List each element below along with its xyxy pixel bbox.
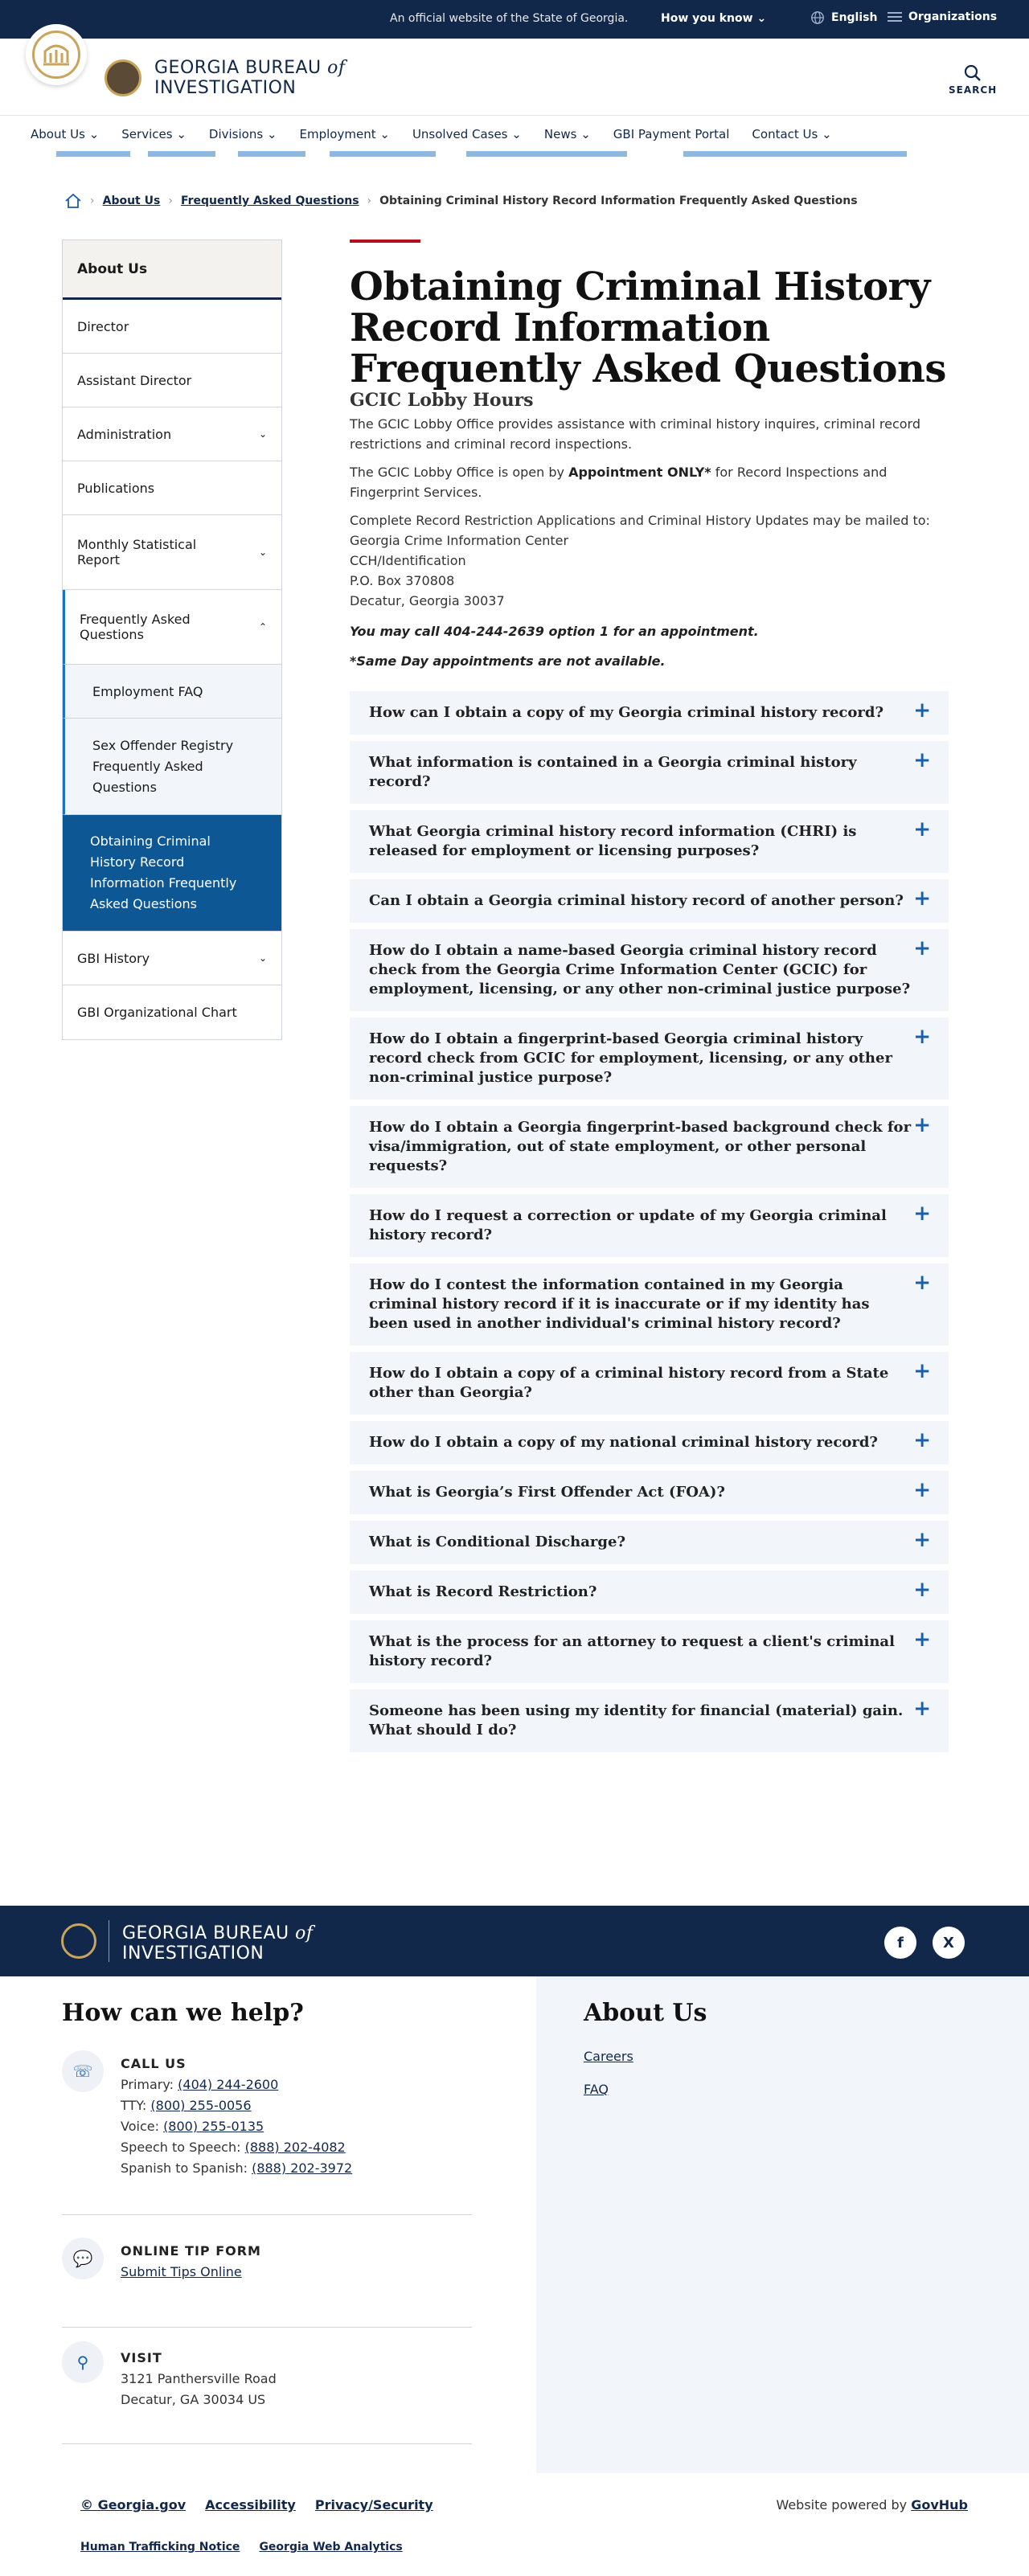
appointment-only: Appointment ONLY*	[568, 465, 711, 480]
lobby-hours-text	[350, 462, 949, 502]
lobby-hours-part: The GCIC Lobby Office is open by	[350, 465, 569, 480]
speech-line	[121, 2137, 352, 2158]
georgia-seal-logo[interactable]	[26, 24, 87, 85]
chevron-down-icon[interactable]: ⌄	[258, 547, 267, 558]
plus-icon[interactable]: +	[913, 748, 931, 772]
chat-bubbles-icon: 💬	[62, 2238, 104, 2279]
faq-item[interactable]	[350, 929, 949, 1011]
faq-item[interactable]	[350, 1106, 949, 1188]
nav-label: News	[543, 127, 577, 141]
faq-item[interactable]	[350, 691, 949, 735]
breadcrumb-faq[interactable]: Frequently Asked Questions	[180, 195, 359, 207]
nav-label: About Us	[31, 127, 85, 141]
nav-label: Services	[121, 127, 173, 141]
sidebar-item-criminal-history-faq[interactable]	[63, 815, 281, 932]
georgia-seal-logo[interactable]	[61, 1923, 96, 1959]
footer-site-title[interactable]	[122, 1923, 314, 1964]
footer-bottom	[0, 2473, 1029, 2576]
visit-block	[62, 2341, 472, 2444]
tty-phone-link[interactable]: (800) 255-0056	[150, 2098, 252, 2113]
phone-label: TTY:	[121, 2098, 151, 2113]
faq-accordion	[350, 691, 949, 1752]
seal-arch-icon	[40, 39, 72, 71]
faq-item[interactable]	[350, 1194, 949, 1257]
privacy-link[interactable]: Privacy/Security	[314, 2497, 433, 2513]
address-line-2: Decatur, GA 30034 US	[121, 2392, 266, 2407]
sidebar-item-label: Employment FAQ	[92, 683, 203, 699]
plus-icon[interactable]: +	[913, 1359, 931, 1383]
sidebar-item-org-chart[interactable]	[63, 985, 281, 1039]
plus-icon[interactable]: +	[913, 1428, 931, 1452]
sidebar-item-label: Sex Offender Registry Frequently Asked Questions	[92, 737, 234, 795]
site-title[interactable]	[154, 58, 346, 98]
nav-underline-decoration	[0, 151, 1029, 158]
plus-icon[interactable]: +	[913, 1528, 931, 1552]
tip-form-block	[62, 2238, 472, 2328]
chevron-down-icon: ⌄	[176, 127, 187, 141]
chevron-down-icon: ⌄	[756, 12, 767, 25]
chevron-up-icon[interactable]: ⌃	[258, 621, 267, 633]
chevron-down-icon: ⌄	[511, 127, 522, 141]
search-icon	[964, 64, 982, 82]
section-subtitle: GCIC Lobby Hours	[350, 390, 534, 411]
faq-item[interactable]	[350, 810, 949, 873]
official-banner	[0, 0, 1029, 39]
plus-icon[interactable]: +	[913, 817, 931, 842]
faq-question: What is Georgia’s First Offender Act (FOA)?	[369, 1484, 725, 1501]
chevron-right-icon: ›	[367, 195, 372, 207]
sidebar-item-label: Obtaining Criminal History Record Information Frequently Asked Questions	[90, 833, 237, 911]
sidebar-item-label: Assistant Director	[77, 372, 192, 388]
site-title-line1: GEORGIA BUREAU	[154, 58, 322, 78]
speech-phone-link[interactable]: (888) 202-4082	[244, 2140, 346, 2155]
call-notice: You may call 404-244-2639 option 1 for an appointment.	[350, 624, 759, 639]
faq-question: What is the process for an attorney to request a client's criminal history record?	[369, 1633, 895, 1669]
govhub-link[interactable]: GovHub	[911, 2497, 968, 2513]
sidebar-item-label: Frequently Asked Questions	[80, 612, 191, 642]
chevron-down-icon: ⌄	[580, 127, 591, 141]
sidebar-item-faq[interactable]	[63, 590, 281, 665]
nav-label: Divisions	[208, 127, 264, 141]
sidebar-item-label: Administration	[77, 426, 172, 442]
sidebar-item-employment-faq[interactable]	[63, 665, 281, 719]
web-analytics-link[interactable]: Georgia Web Analytics	[259, 2541, 403, 2553]
x-twitter-icon[interactable]: X	[933, 1927, 965, 1959]
faq-item[interactable]	[350, 879, 949, 923]
sidebar-item-gbi-history[interactable]	[63, 932, 281, 985]
site-title-line2: INVESTIGATION	[154, 78, 297, 98]
faq-question: How do I contest the information contained in my Georgia criminal history record if it is inaccurate or if my identity has been used in another individual's criminal history record?	[369, 1276, 870, 1332]
sidebar-item-monthly-report[interactable]	[63, 515, 281, 590]
footer-brand-bar	[0, 1906, 1029, 1976]
home-icon[interactable]	[64, 193, 82, 209]
organizations-link[interactable]	[888, 10, 997, 23]
call-us-label: CALL US	[121, 2056, 187, 2071]
sidebar-item-publications[interactable]	[63, 461, 281, 515]
site-title-of: of	[327, 58, 346, 78]
plus-icon[interactable]: +	[913, 1202, 931, 1226]
footer-about-title: About Us	[584, 1999, 707, 2027]
nav-payment-portal[interactable]	[613, 127, 730, 141]
sidebar-item-label: Monthly Statistical Report	[77, 537, 197, 567]
address-line: P.O. Box 370808	[350, 573, 455, 588]
nav-services[interactable]	[121, 127, 187, 141]
faq-item[interactable]	[350, 1263, 949, 1345]
faq-question: How do I obtain a fingerprint-based Georgia criminal history record check from GCIC for employment, licensing, or any other non-criminal justice purpose?	[369, 1030, 892, 1086]
faq-item[interactable]	[350, 1352, 949, 1415]
footer-about-panel	[536, 1976, 1029, 2473]
faq-item[interactable]	[350, 1521, 949, 1564]
plus-icon[interactable]: +	[913, 1271, 931, 1295]
nav-label: Unsolved Cases	[412, 127, 508, 141]
faq-question: How do I request a correction or update of my Georgia criminal history record?	[369, 1207, 887, 1243]
nav-divisions[interactable]	[209, 127, 277, 141]
powered-by-text: Website powered by	[776, 2497, 912, 2513]
plus-icon[interactable]: +	[913, 936, 931, 960]
lobby-hours-part: for Record Inspections and Fingerprint Services.	[350, 465, 888, 500]
faq-question: How do I obtain a name-based Georgia criminal history record check from the Georgia Crime Information Center (GCIC) for employment, licensing, or any other non-criminal justice purpose?	[369, 942, 911, 997]
faq-item[interactable]	[350, 1471, 949, 1514]
plus-icon[interactable]: +	[913, 1697, 931, 1721]
breadcrumb-current: Obtaining Criminal History Record Information Frequently Asked Questions	[379, 195, 858, 207]
careers-link[interactable]: Careers	[584, 2049, 633, 2064]
main-navigation	[0, 116, 1029, 158]
faq-question: What Georgia criminal history record information (CHRI) is released for employment or licensing purposes?	[369, 823, 857, 859]
footer-title-line2: INVESTIGATION	[122, 1943, 264, 1964]
gbi-badge-logo[interactable]	[105, 59, 141, 96]
breadcrumb-about-us[interactable]: About Us	[102, 195, 161, 207]
plus-icon[interactable]: +	[913, 698, 931, 723]
chevron-down-icon[interactable]: ⌄	[258, 428, 267, 440]
tty-line	[121, 2095, 352, 2116]
how-you-know-label: How you know	[661, 12, 753, 25]
list-icon	[888, 11, 902, 23]
faq-item[interactable]	[350, 1018, 949, 1100]
trafficking-notice-link[interactable]: Human Trafficking Notice	[80, 2541, 240, 2553]
faq-question: What is Record Restriction?	[369, 1583, 597, 1600]
plus-icon[interactable]: +	[913, 1113, 931, 1137]
spanish-line	[121, 2158, 352, 2179]
nav-news[interactable]	[544, 127, 591, 141]
chevron-right-icon: ›	[168, 195, 173, 207]
sidebar-item-label: Publications	[77, 480, 155, 496]
faq-item[interactable]	[350, 1571, 949, 1614]
chevron-down-icon: ⌄	[822, 127, 832, 141]
sidebar-nav	[62, 240, 282, 1040]
same-day-notice: *Same Day appointments are not available.	[350, 653, 666, 669]
faq-question: Someone has been using my identity for financial (material) gain. What should I do?	[369, 1702, 904, 1738]
sidebar-heading[interactable]: About Us	[63, 240, 281, 300]
faq-question: How do I obtain a copy of my national criminal history record?	[369, 1434, 878, 1451]
faq-question: Can I obtain a Georgia criminal history record of another person?	[369, 892, 904, 909]
search-label: SEARCH	[949, 84, 998, 96]
faq-question: How do I obtain a copy of a criminal history record from a State other than Georgia?	[369, 1365, 889, 1401]
official-text: An official website of the State of Georgia.	[390, 12, 629, 25]
voice-phone-link[interactable]: (800) 255-0135	[163, 2119, 264, 2134]
phone-label: Voice:	[121, 2119, 164, 2134]
nav-label: Contact Us	[752, 127, 818, 141]
faq-item[interactable]	[350, 1689, 949, 1752]
phone-label: Speech to Speech:	[121, 2140, 245, 2155]
nav-employment[interactable]	[300, 127, 390, 141]
main-content	[350, 240, 949, 1759]
address-line: Complete Record Restriction Applications and Criminal History Updates may be mailed to:	[350, 513, 930, 528]
title-accent-bar	[350, 240, 420, 243]
faq-item[interactable]	[350, 1620, 949, 1683]
chevron-down-icon: ⌄	[88, 127, 100, 141]
chevron-right-icon: ›	[90, 195, 95, 207]
language-selector[interactable]	[810, 10, 877, 25]
plus-icon[interactable]: +	[913, 1478, 931, 1502]
nav-unsolved-cases[interactable]	[412, 127, 522, 141]
sidebar-item-sex-offender-faq[interactable]	[63, 719, 281, 815]
help-title: How can we help?	[62, 1999, 304, 2027]
plus-icon[interactable]: +	[913, 1628, 931, 1652]
faq-item[interactable]	[350, 1421, 949, 1464]
georgia-gov-link[interactable]: © Georgia.gov	[80, 2497, 187, 2513]
nav-label: GBI Payment Portal	[613, 127, 730, 141]
sidebar-item-administration[interactable]	[63, 407, 281, 461]
faq-link[interactable]: FAQ	[584, 2082, 609, 2097]
page-title: Obtaining Criminal History Record Information Frequently Asked Questions	[350, 264, 946, 391]
powered-by	[776, 2497, 968, 2513]
footer-title-line1: GEORGIA BUREAU	[122, 1923, 289, 1943]
voice-line	[121, 2116, 352, 2137]
facebook-icon[interactable]: f	[884, 1927, 916, 1959]
nav-label: Employment	[299, 127, 376, 141]
faq-question: How do I obtain a Georgia fingerprint-based background check for visa/immigration, out of state employment, or other personal requests?	[369, 1119, 912, 1174]
breadcrumb	[64, 193, 858, 209]
faq-question: What information is contained in a Georgia criminal history record?	[369, 754, 857, 790]
phone-icon: ☏	[62, 2050, 104, 2092]
sidebar-item-assistant-director[interactable]	[63, 354, 281, 407]
tip-form-label: ONLINE TIP FORM	[121, 2243, 261, 2259]
site-header	[0, 39, 1029, 116]
nav-contact-us[interactable]	[752, 127, 831, 141]
faq-question: What is Conditional Discharge?	[369, 1534, 625, 1550]
plus-icon[interactable]: +	[913, 887, 931, 911]
primary-phone-link[interactable]: (404) 244-2600	[178, 2077, 279, 2092]
faq-question: How can I obtain a copy of my Georgia criminal history record?	[369, 704, 883, 721]
organizations-label: Organizations	[908, 10, 998, 23]
address-line: CCH/Identification	[350, 553, 466, 568]
chevron-down-icon[interactable]: ⌄	[258, 952, 267, 964]
plus-icon[interactable]: +	[913, 1578, 931, 1602]
mailing-address	[350, 510, 949, 611]
phone-label: Spanish to Spanish:	[121, 2160, 252, 2176]
faq-item[interactable]	[350, 741, 949, 804]
accessibility-link[interactable]: Accessibility	[205, 2497, 296, 2513]
lobby-description: The GCIC Lobby Office provides assistance with criminal history inquires, criminal record restrictions and criminal record inspections.	[350, 416, 920, 452]
address-line: Decatur, Georgia 30037	[350, 593, 505, 608]
visit-label: VISIT	[121, 2350, 162, 2365]
plus-icon[interactable]: +	[913, 1025, 931, 1049]
nav-about-us[interactable]	[31, 127, 99, 141]
spanish-phone-link[interactable]: (888) 202-3972	[252, 2160, 353, 2176]
submit-tips-link[interactable]: Submit Tips Online	[121, 2264, 242, 2279]
sidebar-item-director[interactable]	[63, 300, 281, 354]
globe-icon	[810, 10, 825, 25]
phone-label: Primary:	[121, 2077, 178, 2092]
footer-title-of: of	[295, 1923, 314, 1943]
sidebar-item-label: GBI History	[77, 950, 150, 966]
call-us-block	[62, 2050, 472, 2215]
primary-line	[121, 2074, 352, 2095]
search-button[interactable]	[949, 64, 997, 96]
footer-help-section	[0, 1976, 1029, 2473]
chevron-down-icon: ⌄	[379, 127, 390, 141]
sidebar-item-label: Director	[77, 318, 129, 334]
address-line: Georgia Crime Information Center	[350, 533, 569, 548]
sidebar-item-label: GBI Organizational Chart	[77, 1005, 237, 1020]
how-you-know-button[interactable]	[661, 12, 766, 25]
address-line-1: 3121 Panthersville Road	[121, 2371, 277, 2386]
chevron-down-icon: ⌄	[266, 127, 277, 141]
map-pin-icon: ⚲	[62, 2341, 104, 2383]
language-label: English	[831, 11, 878, 24]
